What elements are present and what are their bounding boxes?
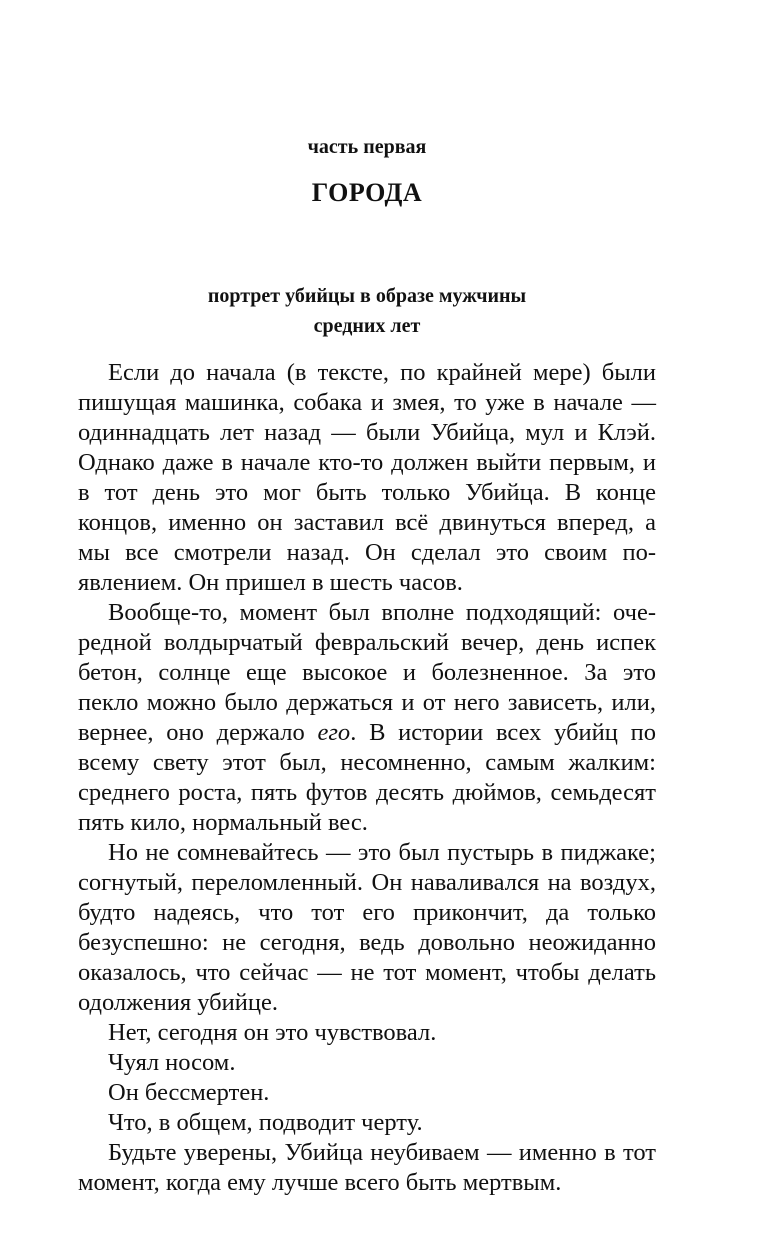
- paragraph-2-emphasis: его: [317, 719, 351, 746]
- part-label: часть первая: [307, 136, 427, 158]
- paragraph-7: Что, в общем, подводит черту.: [108, 1109, 423, 1136]
- chapter-title-line-2: средних лет: [313, 315, 421, 337]
- book-page: [78, 0, 656, 1241]
- paragraph-2-start: Вообще-то, момент был вполне подходящий: очередной волдырчатый февральский вечер, день испек бетон, солнце еще высокое и болезненное. За это пекло можно было держаться и от него зависеть, или, вернее, оно держало: [78, 599, 656, 746]
- body-text: [78, 358, 656, 1198]
- chapter-title: [78, 281, 656, 341]
- paragraph-2-end: . В истории всех убийц по всему свету этот был, несомненно, самым жалким: среднего роста, пять футов десять дюймов, семьдесят пять кило, нормальный вес.: [78, 719, 657, 836]
- paragraph-6: Он бессмертен.: [108, 1079, 270, 1106]
- paragraph-1: Если до начала (в тексте, по крайней мере) были пишущая машинка, собака и змея, то уже в начале — одиннадцать лет назад — были Убийца, мул и Клэй. Однако даже в начале кто-то должен выйти первым, и в тот день это мог быть только Убийца. В конце концов, именно он заставил всё двинуться вперед, а мы все смотрели назад. Он сделал это своим появлением. Он пришел в шесть часов.: [78, 359, 656, 596]
- paragraph-3: Но не сомневайтесь — это был пустырь в пиджаке; согнутый, переломленный. Он наваливался на воздух, будто надеясь, что тот его прикончит, да только безуспешно: не сегодня, ведь довольно неожиданно оказалось, что сейчас — не тот момент, чтобы делать одолжения убийце.: [78, 839, 656, 1016]
- paragraph-2: [78, 598, 656, 838]
- paragraph-8: Будьте уверены, Убийца неубиваем — именно в тот момент, когда ему лучше всего быть мертвым.: [78, 1139, 656, 1196]
- paragraph-5: Чуял носом.: [108, 1049, 236, 1076]
- paragraph-4: Нет, сегодня он это чувствовал.: [108, 1019, 437, 1046]
- chapter-title-line-1: портрет убийцы в образе мужчины: [207, 285, 527, 307]
- part-title: ГОРОДА: [311, 178, 423, 207]
